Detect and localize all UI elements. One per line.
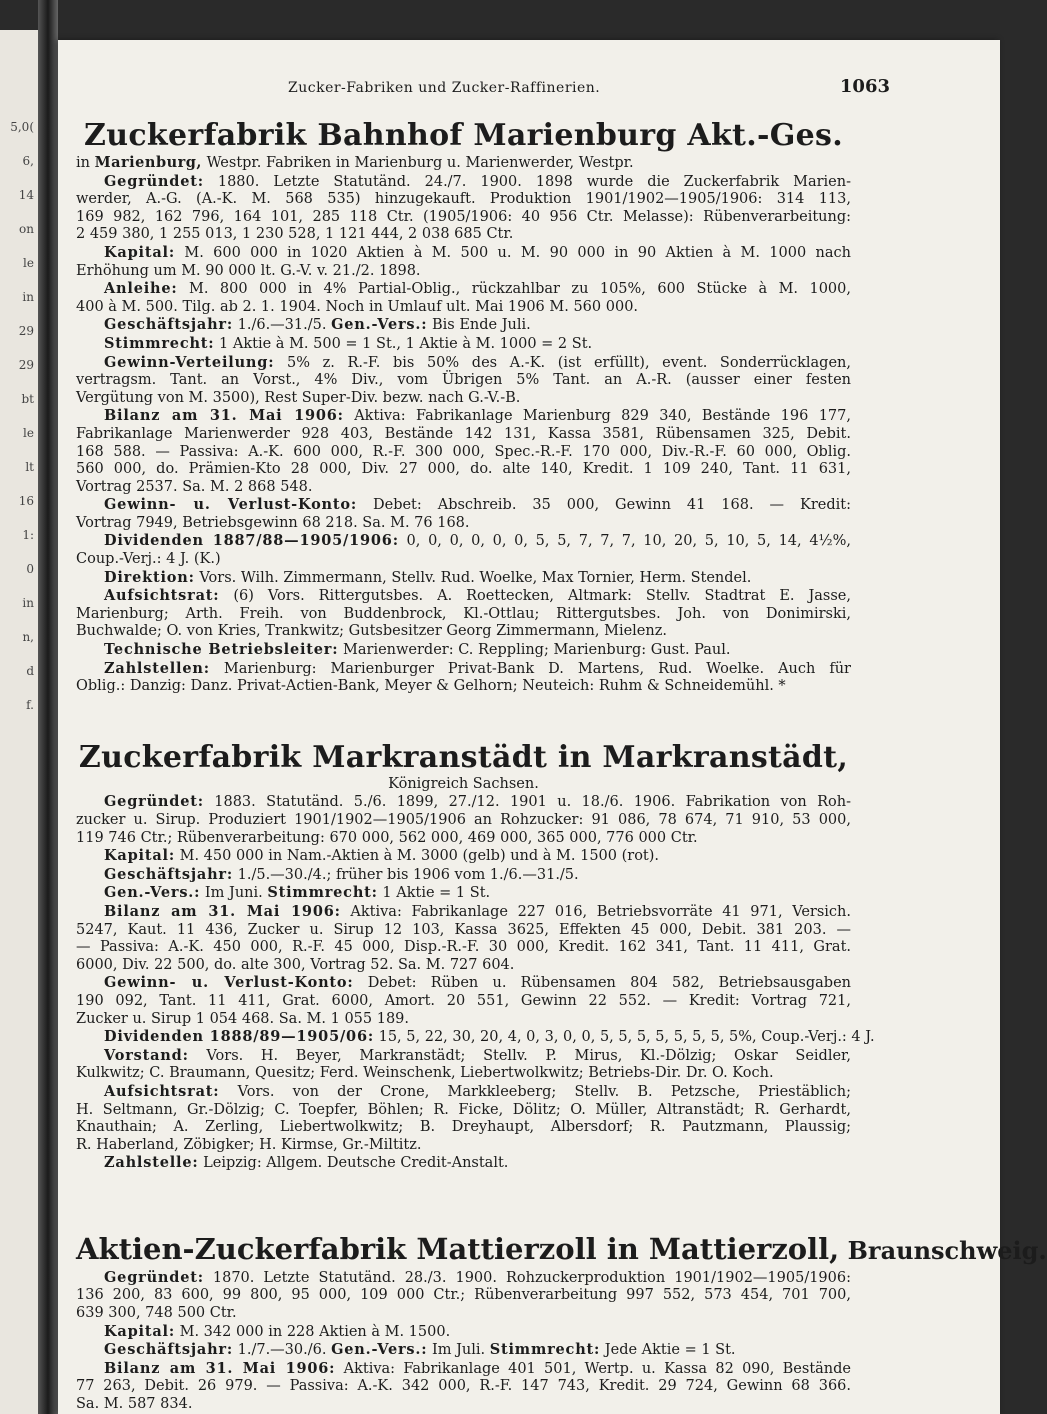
running-title: Zucker-Fabriken und Zucker-Raffinerien. [288,80,601,96]
field-text: Vortrag 2537. Sa. M. 2 868 548. [76,478,313,495]
entry-line [76,532,851,551]
field-text: 5247, Kaut. 11 436, Zucker u. Sirup 12 103, Kassa 3625, Effekten 45 000, Debit. 381 203. — [76,921,851,938]
field-text: 169 982, 162 796, 164 101, 285 118 Ctr. (1905/1906: 40 956 Ctr. Melasse): Rübenverarbeitung: [76,208,851,225]
entry-line [76,569,851,588]
field-text: 1./6.—31./5. [233,317,332,334]
field-text: 1./7.—30./6. [233,1342,332,1359]
entry-line [76,1119,851,1137]
field-label: Stimmrecht: [267,884,378,902]
entry-line [76,1269,851,1288]
entry-line [76,847,851,866]
field-text: H. Seltmann, Gr.-Dölzig; C. Toepfer, Böhlen; R. Ficke, Dölitz; O. Müller, Altranstädt; R. Gerhardt, [76,1101,851,1118]
field-label: Dividenden 1887/88—1905/1906: [104,532,399,550]
prev-page-fragment: 0 [26,562,34,576]
field-label: Gewinn- u. Verlust-Konto: [104,496,358,514]
field-text: 639 300, 748 500 Ctr. [76,1305,237,1322]
page-content [76,118,1047,1414]
field-text: 119 746 Ctr.; Rübenverarbeitung: 670 000, 562 000, 469 000, 365 000, 776 000 Ctr. [76,829,698,846]
field-text: Bis Ende Juli. [427,317,531,334]
field-text: 2 459 380, 1 255 013, 1 230 528, 1 121 444, 2 038 685 Ctr. [76,226,514,243]
entry-line [76,551,851,569]
entry-line [76,884,851,903]
field-text: 190 092, Tant. 11 411, Grat. 6000, Amort. 20 551, Gewinn 22 552. — Kredit: Vortrag 721, [76,992,851,1009]
prev-page-fragment: n, [22,630,34,644]
entry-line [76,993,851,1011]
company-location [76,154,851,173]
field-label: Vorstand: [104,1046,189,1064]
field-label: Bilanz am 31. Mai 1906: [104,1359,336,1377]
entry-line [76,1396,851,1414]
entry-line [76,866,851,885]
field-text: Sa. M. 587 834. [76,1396,193,1413]
field-text: Aktiva: Fabrikanlage 401 501, Wertp. u. Kassa 82 090, Bestände [335,1360,851,1377]
entry-line [76,1011,851,1029]
entry-line [76,939,851,957]
location-rest: Westpr. Fabriken in Marienburg u. Marienwerder, Westpr. [201,155,634,171]
field-label: Bilanz am 31. Mai 1906: [104,407,344,425]
company-location: Königreich Sachsen. [388,775,539,792]
field-text: Vors. von der Crone, Markkleeberg; Stellv. B. Petzsche, Priestäblich; [219,1083,851,1100]
field-text: Vergütung von M. 3500), Rest Super-Div. bezw. nach G.-V.-B. [76,389,521,406]
field-text: R. Haberland, Zöbigker; H. Kirmse, Gr.-Miltitz. [76,1136,422,1153]
field-label: Aufsichtsrat: [104,587,220,605]
field-text: Marienburg; Arth. Freih. von Buddenbrock, Kl.-Ottlau; Rittergutsbes. Joh. von Donimirski, [76,605,851,622]
field-label: Gegründet: [104,1268,204,1286]
field-label: Stimmrecht: [489,1341,601,1359]
entry-line [76,1154,851,1173]
field-label: Anleihe: [104,280,178,298]
field-label: Gen.-Vers.: [331,316,428,334]
entry-line [76,191,851,209]
field-text: 560 000, do. Prämien-Kto 28 000, Div. 27 000, do. alte 140, Kredit. 1 109 240, Tant. 11 631, [76,461,851,478]
field-text: Debet: Rüben u. Rübensamen 804 582, Betriebsausgaben [353,975,851,992]
entry-line [76,244,851,263]
field-label: Gen.-Vers.: [331,1341,428,1359]
entry-line [76,623,851,641]
entry-line [76,280,851,299]
entry-line [76,444,851,462]
field-text: M. 450 000 in Nam.-Aktien à M. 3000 (gelb) und à M. 1500 (rot). [175,848,660,865]
prev-page-fragment: f. [26,698,34,712]
entry-line [76,461,851,479]
field-label: Kapital: [104,1322,175,1340]
entry-line [76,479,851,497]
book-gutter [38,0,58,1414]
field-text: zucker u. Sirup. Produziert 1901/1902—1905/1906 an Rohzucker: 91 086, 78 674, 71 910, 53 000, [76,812,851,828]
field-label: Kapital: [104,847,175,865]
company-title: Zuckerfabrik Markranstädt in Markranstädt, [78,739,849,775]
field-text: Erhöhung um M. 90 000 lt. G.-V. v. 21./2. 1898. [76,262,421,279]
field-text: (6) Vors. Rittergutsbes. A. Roettecken, Altmark: Stellv. Stadtrat E. Jasse, [219,588,851,605]
prev-page-fragment: le [23,256,34,270]
field-text: 6000, Div. 22 500, do. alte 300, Vortrag 52. Sa. M. 727 604. [76,956,515,973]
field-text: 1883. Statutänd. 5./6. 1899, 27./12. 1901 u. 18./6. 1906. Fabrikation von Roh- [203,794,851,811]
field-text: Leipzig: Allgem. Deutsche Credit-Anstalt. [198,1155,509,1172]
field-text: Marienwerder: C. Reppling; Marienburg: Gust. Paul. [338,642,731,659]
entry-line [76,1305,851,1323]
field-label: Gen.-Vers.: [104,884,201,902]
entry-line [76,1137,851,1155]
field-text: Fabrikanlage Marienwerder 928 403, Bestände 142 131, Kassa 3581, Rübensamen 325, Debit. [76,425,851,442]
field-label: Gewinn-Verteilung: [104,353,275,371]
entry-line [76,793,851,812]
field-text: 5% z. R.-F. bis 50% des A.-K. (ist erfüllt), event. Sonderrücklagen, [274,354,851,371]
prev-page-fragment: 6, [22,154,34,168]
field-text: Jede Aktie = 1 St. [600,1342,736,1359]
field-text: Im Juli. [427,1342,490,1359]
entry-line [76,587,851,606]
company-title: Zuckerfabrik Bahnhof Marienburg Akt.-Ges. [84,118,843,153]
document-page [58,40,1047,1414]
field-label: Gegründet: [104,793,204,811]
field-text: 136 200, 83 600, 99 800, 95 000, 109 000 Ctr.; Rübenverarbeitung 997 552, 573 454, 701 700, [76,1287,851,1304]
field-text: M. 600 000 in 1020 Aktien à M. 500 u. M. 90 000 in 90 Aktien à M. 1000 nach [175,244,851,261]
field-label: Zahlstelle: [104,1154,199,1172]
field-text: 1880. Letzte Statutänd. 24./7. 1900. 1898 wurde die Zuckerfabrik Marien- [203,173,851,190]
entry-line [76,641,851,660]
field-label: Geschäftsjahr: [104,1341,234,1359]
entry-line [76,1028,875,1047]
entry-line [76,957,851,975]
entry-line [76,407,851,426]
location-prefix: in [76,155,95,171]
prev-page-fragment: in [22,596,34,610]
prev-page-fragment: on [19,222,34,236]
entry-line [76,974,851,993]
prev-page-fragment: lt [25,460,34,474]
prev-page-fragment: 14 [18,188,34,202]
field-text: 400 à M. 500. Tilg. ab 2. 1. 1904. Noch in Umlauf ult. Mai 1906 M. 560 000. [76,298,639,315]
field-label: Geschäftsjahr: [104,316,234,334]
entry-line [76,335,851,354]
field-label: Technische Betriebsleiter: [104,641,339,659]
field-text: 1870. Letzte Statutänd. 28./3. 1900. Rohzuckerproduktion 1901/1902—1905/1906: [203,1269,851,1286]
entry-line [76,354,851,373]
entry-line [76,903,851,922]
location-name: Marienburg, [94,154,202,171]
field-text: Debet: Abschreib. 35 000, Gewinn 41 168. — Kredit: [357,497,851,514]
entry-line [76,226,851,244]
field-text: 77 263, Debit. 26 979. — Passiva: A.-K. 342 000, R.-F. 147 743, Kredit. 29 724, Gewinn 68 366. [76,1378,851,1395]
field-label: Geschäftsjahr: [104,865,234,883]
field-label: Zahlstellen: [104,659,210,677]
field-label: Gewinn- u. Verlust-Konto: [104,974,354,992]
entry-lines [76,793,875,1172]
field-text: M. 342 000 in 228 Aktien à M. 1500. [175,1323,451,1340]
field-text: Vors. Wilh. Zimmermann, Stellv. Rud. Woelke, Max Tornier, Herm. Stendel. [194,569,752,586]
running-header [58,76,1000,100]
field-text: Zucker u. Sirup 1 054 468. Sa. M. 1 055 189. [76,1010,410,1027]
entry-line [76,515,851,533]
field-text: Knauthain; A. Zerling, Liebertwolkwitz; B. Dreyhaupt, Albersdorf; R. Pautzmann, Plaussig; [76,1119,851,1136]
field-text: Aktiva: Fabrikanlage Marienburg 829 340, Bestände 196 177, [343,408,851,425]
entry-line [76,1360,851,1379]
entry-line [76,316,851,335]
field-text: Vortrag 7949, Betriebsgewinn 68 218. Sa. M. 76 168. [76,514,470,531]
company-entry-markranstaedt [76,739,875,1173]
field-text: Buchwalde; O. von Kries, Trankwitz; Gutsbesitzer Georg Zimmermann, Mielenz. [76,623,667,640]
entry-line [76,299,851,317]
field-text: 15, 5, 22, 30, 20, 4, 0, 3, 0, 0, 5, 5, 5, 5, 5, 5, 5, 5%, Coup.-Verj.: 4 J. [374,1029,875,1046]
company-entry-mattierzoll [76,1231,1047,1414]
entry-line [76,372,851,390]
entry-line [76,606,851,624]
field-text: Kulkwitz; C. Braumann, Quesitz; Ferd. Weinschenk, Liebertwolkwitz; Betriebs-Dir. Dr. O. Koch. [76,1065,774,1082]
entry-line [76,1083,851,1102]
field-text: 168 588. — Passiva: A.-K. 600 000, R.-F. 300 000, Spec.-R.-F. 170 000, Div.-R.-F. 60 000, Oblig. [76,443,851,460]
entry-line [76,922,851,940]
company-title-region: Braunschweig. [839,1235,1047,1265]
entry-line [76,1378,851,1396]
prev-page-fragment: in [22,290,34,304]
entry-lines [76,173,851,696]
entry-spacer [76,1173,851,1231]
prev-page-fragment: d [26,664,34,678]
field-text: — Passiva: A.-K. 450 000, R.-F. 45 000, Disp.-R.-F. 30 000, Kredit. 162 341, Tant. 11 411, Grat. [76,939,851,956]
field-label: Gegründet: [104,172,204,190]
field-text: Im Juni. [200,885,268,902]
prev-page-fragment: bt [21,392,34,406]
entry-line [76,426,851,444]
entry-line [76,812,851,830]
field-text: M. 800 000 in 4% Partial-Oblig., rückzahlbar zu 105%, 600 Stücke à M. 1000, [177,281,851,298]
company-title [76,1231,1047,1269]
entry-line [76,1065,851,1083]
entry-line [76,496,851,515]
entry-line [76,660,851,679]
field-text: Oblig.: Danzig: Danz. Privat-Actien-Bank, Meyer & Gelhorn; Neuteich: Ruhm & Schneidemühl. * [76,678,786,695]
field-label: Kapital: [104,243,175,261]
entry-spacer [76,696,851,740]
company-title-main: Aktien-Zuckerfabrik Mattierzoll in Mattierzoll, [76,1231,840,1266]
field-text: vertragsm. Tant. an Vorst., 4% Div., vom Übrigen 5% Tant. an A.-R. (ausser einer festen [76,372,851,389]
field-text: Aktiva: Fabrikanlage 227 016, Betriebsvorräte 41 971, Versich. [340,903,851,920]
page-number: 1063 [839,76,890,97]
entry-line [76,390,851,408]
entry-line [76,1323,851,1342]
field-text: 0, 0, 0, 0, 0, 0, 5, 5, 7, 7, 7, 10, 20, 5, 10, 5, 14, 4½%, [398,533,851,550]
entry-line [76,1047,851,1066]
entry-line [76,173,851,192]
entry-line [76,1341,851,1360]
field-label: Dividenden 1888/89—1905/06: [104,1028,374,1046]
entry-line [76,830,851,848]
prev-page-fragment: 16 [18,494,34,508]
field-label: Stimmrecht: [104,334,215,352]
entry-line [76,678,851,696]
prev-page-fragment: 29 [18,324,34,338]
prev-page-fragment: 5,0( [10,120,34,134]
entry-line [76,209,851,227]
entry-line [76,1102,851,1120]
company-entry-bahnhof-marienburg [76,118,851,696]
prev-page-fragment: 1: [22,528,34,542]
previous-page-edge [0,30,38,1414]
field-label: Bilanz am 31. Mai 1906: [104,902,341,920]
prev-page-fragment: 29 [18,358,34,372]
field-text: Coup.-Verj.: 4 J. (K.) [76,551,221,568]
prev-page-fragment: le [23,426,34,440]
field-text: Marienburg: Marienburger Privat-Bank D. Martens, Rud. Woelke. Auch für [209,660,851,677]
entry-lines [76,1269,851,1414]
entry-line [76,1287,851,1305]
field-text: Vors. H. Beyer, Markranstädt; Stellv. P. Mirus, Kl.-Dölzig; Oskar Seidler, [188,1047,851,1064]
field-label: Aufsichtsrat: [104,1082,220,1100]
field-label: Direktion: [104,568,195,586]
field-text: 1 Aktie = 1 St. [377,885,491,902]
field-text: 1./5.—30./4.; früher bis 1906 vom 1./6.—31./5. [233,866,579,883]
entry-line [76,263,851,281]
field-text: werder, A.-G. (A.-K. M. 568 535) hinzugekauft. Produktion 1901/1902—1905/1906: 314 113, [76,191,851,208]
field-text: 1 Aktie à M. 500 = 1 St., 1 Aktie à M. 1000 = 2 St. [214,335,593,352]
